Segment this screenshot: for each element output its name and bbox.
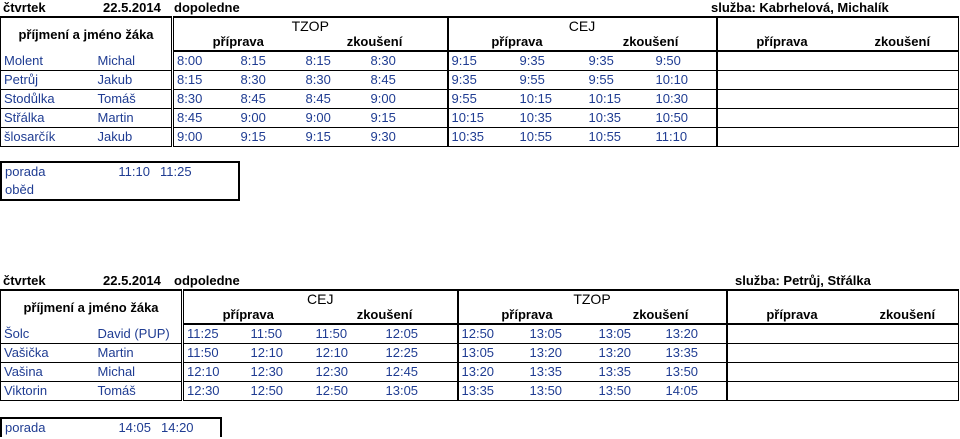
afternoon-sub-exam-1: zkoušení	[313, 307, 458, 324]
time-cell: 13:20	[663, 324, 727, 344]
morning-service: služba: Kabrhelová, Michalík	[711, 0, 889, 15]
morning-meeting-to: 11:25	[160, 164, 192, 179]
table-row	[1, 344, 959, 363]
time-cell: 9:00	[303, 109, 368, 128]
afternoon-sub-prep-2: příprava	[458, 307, 596, 324]
time-cell: 10:35	[517, 109, 586, 128]
table-row	[1, 382, 959, 401]
morning-date: 22.5.2014	[103, 0, 161, 15]
time-cell: 8:30	[173, 90, 238, 109]
time-cell: 8:30	[238, 71, 303, 90]
empty-cell	[727, 344, 857, 363]
empty-cell	[717, 128, 847, 147]
time-cell: 9:30	[368, 128, 448, 147]
time-cell: 13:35	[596, 363, 663, 382]
afternoon-date: 22.5.2014	[103, 273, 161, 288]
time-cell: 8:45	[303, 90, 368, 109]
time-cell: 10:30	[653, 90, 717, 109]
time-cell: 9:55	[586, 71, 653, 90]
time-cell: 12:30	[183, 382, 248, 401]
time-cell: 11:10	[653, 128, 717, 147]
time-cell: 11:25	[183, 324, 248, 344]
time-cell: 13:05	[383, 382, 458, 401]
time-cell: 13:05	[458, 344, 527, 363]
surname-cell: Šolc	[1, 324, 95, 344]
afternoon-name-header: příjmení a jméno žáka	[1, 290, 183, 324]
firstname-cell: Tomáš	[95, 90, 173, 109]
afternoon-service: služba: Petrůj, Střálka	[735, 273, 871, 288]
afternoon-group2-header: TZOP	[458, 290, 727, 307]
empty-cell	[857, 344, 959, 363]
time-cell: 11:50	[248, 324, 313, 344]
time-cell: 10:55	[517, 128, 586, 147]
empty-cell	[847, 128, 959, 147]
time-cell: 12:50	[458, 324, 527, 344]
time-cell: 9:15	[368, 109, 448, 128]
time-cell: 9:50	[653, 51, 717, 71]
time-cell: 8:45	[368, 71, 448, 90]
morning-name-header: příjmení a jméno žáka	[1, 17, 173, 51]
empty-cell	[857, 382, 959, 401]
morning-sub-prep-1: příprava	[173, 34, 303, 51]
time-cell: 12:10	[183, 363, 248, 382]
time-cell: 12:25	[383, 344, 458, 363]
time-cell: 13:05	[527, 324, 596, 344]
firstname-cell: Jakub	[95, 128, 173, 147]
time-cell: 8:30	[303, 71, 368, 90]
firstname-cell: Martin	[95, 344, 183, 363]
time-cell: 8:45	[173, 109, 238, 128]
empty-cell	[857, 363, 959, 382]
morning-sub-prep-2: příprava	[448, 34, 586, 51]
time-cell: 8:15	[303, 51, 368, 71]
empty-cell	[717, 90, 847, 109]
time-cell: 9:00	[173, 128, 238, 147]
time-cell: 10:35	[448, 128, 517, 147]
empty-cell	[717, 71, 847, 90]
time-cell: 13:50	[596, 382, 663, 401]
afternoon-header	[0, 273, 960, 289]
surname-cell: Vašina	[1, 363, 95, 382]
time-cell: 12:10	[313, 344, 383, 363]
table-row	[1, 324, 959, 344]
time-cell: 9:35	[586, 51, 653, 71]
morning-meeting-from: 11:10	[118, 164, 150, 179]
time-cell: 10:35	[586, 109, 653, 128]
time-cell: 9:35	[448, 71, 517, 90]
time-cell: 10:10	[653, 71, 717, 90]
empty-cell	[727, 363, 857, 382]
firstname-cell: Tomáš	[95, 382, 183, 401]
time-cell: 11:50	[313, 324, 383, 344]
time-cell: 13:35	[527, 363, 596, 382]
time-cell: 8:30	[368, 51, 448, 71]
time-cell: 13:35	[663, 344, 727, 363]
afternoon-extra-header	[727, 290, 959, 307]
time-cell: 13:50	[527, 382, 596, 401]
time-cell: 8:00	[173, 51, 238, 71]
time-cell: 10:15	[448, 109, 517, 128]
table-row	[1, 128, 959, 147]
afternoon-meeting-to: 14:20	[161, 420, 194, 435]
time-cell: 12:45	[383, 363, 458, 382]
morning-header	[0, 0, 960, 16]
time-cell: 10:55	[586, 128, 653, 147]
morning-sub-exam-1: zkoušení	[303, 34, 448, 51]
surname-cell: Střálka	[1, 109, 95, 128]
surname-cell: Vašička	[1, 344, 95, 363]
afternoon-meeting-from: 14:05	[118, 420, 151, 435]
time-cell: 13:05	[596, 324, 663, 344]
time-cell: 12:10	[248, 344, 313, 363]
time-cell: 8:15	[173, 71, 238, 90]
table-row	[1, 109, 959, 128]
time-cell: 11:50	[183, 344, 248, 363]
empty-cell	[727, 382, 857, 401]
surname-cell: Molent	[1, 51, 95, 71]
surname-cell: Viktorin	[1, 382, 95, 401]
afternoon-sub-prep-3: příprava	[727, 307, 857, 324]
time-cell: 12:30	[313, 363, 383, 382]
morning-group2-header: CEJ	[448, 17, 717, 34]
empty-cell	[857, 324, 959, 344]
empty-cell	[847, 109, 959, 128]
time-cell: 13:20	[458, 363, 527, 382]
afternoon-sub-exam-3: zkoušení	[857, 307, 959, 324]
time-cell: 9:15	[448, 51, 517, 71]
morning-group1-header: TZOP	[173, 17, 448, 34]
empty-cell	[717, 109, 847, 128]
empty-cell	[847, 51, 959, 71]
afternoon-schedule-table	[0, 289, 959, 401]
time-cell: 9:00	[238, 109, 303, 128]
morning-schedule-table	[0, 16, 959, 147]
time-cell: 13:20	[527, 344, 596, 363]
morning-meeting-label: porada	[5, 164, 46, 179]
firstname-cell: Michal	[95, 51, 173, 71]
morning-meeting-box	[0, 161, 240, 201]
time-cell: 10:15	[517, 90, 586, 109]
empty-cell	[727, 324, 857, 344]
time-cell: 9:55	[448, 90, 517, 109]
afternoon-day: čtvrtek	[3, 273, 46, 288]
surname-cell: Petrůj	[1, 71, 95, 90]
table-row	[1, 363, 959, 382]
surname-cell: šlosarčík	[1, 128, 95, 147]
afternoon-sub-prep-1: příprava	[183, 307, 313, 324]
time-cell: 10:15	[586, 90, 653, 109]
time-cell: 14:05	[663, 382, 727, 401]
morning-sub-exam-3: zkoušení	[847, 34, 959, 51]
surname-cell: Stodůlka	[1, 90, 95, 109]
time-cell: 9:35	[517, 51, 586, 71]
afternoon-meeting-label: porada	[5, 420, 46, 435]
time-cell: 13:35	[458, 382, 527, 401]
time-cell: 9:00	[368, 90, 448, 109]
afternoon-part: odpoledne	[174, 273, 240, 288]
morning-part: dopoledne	[174, 0, 240, 15]
empty-cell	[847, 90, 959, 109]
time-cell: 10:50	[653, 109, 717, 128]
empty-cell	[717, 51, 847, 71]
time-cell: 9:15	[303, 128, 368, 147]
table-row	[1, 90, 959, 109]
time-cell: 8:45	[238, 90, 303, 109]
time-cell: 13:50	[663, 363, 727, 382]
empty-cell	[847, 71, 959, 90]
table-row	[1, 51, 959, 71]
time-cell: 12:30	[248, 363, 313, 382]
morning-day: čtvrtek	[3, 0, 46, 15]
morning-sub-prep-3: příprava	[717, 34, 847, 51]
firstname-cell: David (PUP)	[95, 324, 183, 344]
time-cell: 12:50	[248, 382, 313, 401]
table-row	[1, 71, 959, 90]
firstname-cell: Michal	[95, 363, 183, 382]
time-cell: 13:20	[596, 344, 663, 363]
time-cell: 12:50	[313, 382, 383, 401]
time-cell: 9:15	[238, 128, 303, 147]
morning-sub-exam-2: zkoušení	[586, 34, 717, 51]
time-cell: 12:05	[383, 324, 458, 344]
morning-lunch-label: oběd	[5, 182, 34, 197]
afternoon-group1-header: CEJ	[183, 290, 458, 307]
afternoon-meeting-box	[0, 417, 222, 437]
firstname-cell: Jakub	[95, 71, 173, 90]
time-cell: 8:15	[238, 51, 303, 71]
morning-extra-header	[717, 17, 959, 34]
time-cell: 9:55	[517, 71, 586, 90]
afternoon-sub-exam-2: zkoušení	[596, 307, 727, 324]
firstname-cell: Martin	[95, 109, 173, 128]
